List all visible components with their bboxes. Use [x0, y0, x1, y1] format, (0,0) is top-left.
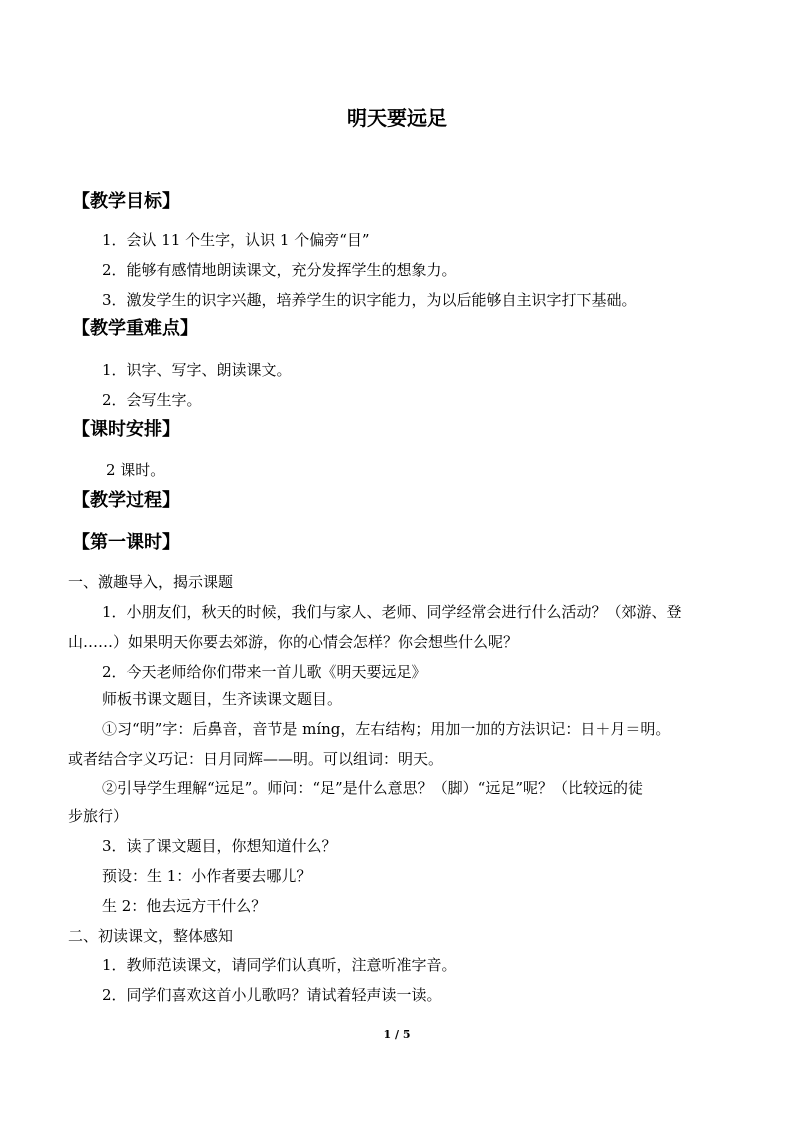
objective-item: 2．能够有感情地朗读课文，充分发挥学生的想象力。	[102, 261, 457, 279]
paragraph-line: 步旅行）	[68, 807, 129, 825]
document-title: 明天要远足	[347, 106, 447, 130]
heading-process: 【教学过程】	[72, 490, 180, 511]
heading-objectives: 【教学目标】	[72, 191, 180, 212]
section-title: 一、激趣导入，揭示课题	[68, 573, 234, 591]
paragraph-line: 生 2：他去远方干什么？	[102, 897, 267, 915]
paragraph-line: ②引导学生理解“远足”。师问：“足”是什么意思？（脚）“远足”呢？（比较远的徒	[102, 779, 644, 797]
paragraph-line: 3．读了课文题目，你想知道什么？	[102, 837, 337, 855]
key-point-item: 2．会写生字。	[102, 391, 202, 409]
paragraph-line: 或者结合字义巧记：日月同辉——明。可以组词：明天。	[68, 750, 444, 768]
paragraph-line: 预设：生 1：小作者要去哪儿？	[102, 867, 312, 885]
paragraph-line: ①习“明”字：后鼻音，音节是 míng，左右结构；用加一加的方法识记：日＋月＝明。	[102, 720, 671, 738]
objective-item: 3．激发学生的识字兴趣，培养学生的识字能力，为以后能够自主识字打下基础。	[102, 291, 637, 309]
objective-item: 1．会认 11 个生字，认识 1 个偏旁“目”	[102, 231, 370, 249]
heading-key-points: 【教学重难点】	[72, 318, 198, 339]
paragraph-line: 1．教师范读课文，请同学们认真听，注意听准字音。	[102, 956, 457, 974]
paragraph-line: 师板书课文题目，生齐读课文题目。	[102, 690, 343, 708]
key-point-item: 1．识字、写字、朗读课文。	[102, 361, 292, 379]
paragraph-line: 2．同学们喜欢这首小儿歌吗？请试着轻声读一读。	[102, 986, 442, 1004]
paragraph-line: 2．今天老师给你们带来一首儿歌《明天要远足》	[102, 663, 427, 681]
page-number: 1 / 5	[383, 1028, 411, 1041]
paragraph-line: 山……）如果明天你要去郊游，你的心情会怎样？你会想些什么呢？	[68, 633, 519, 651]
paragraph-line: 1．小朋友们，秋天的时候，我们与家人、老师、同学经常会进行什么活动？（郊游、登	[102, 603, 682, 621]
heading-first-lesson: 【第一课时】	[72, 532, 180, 553]
schedule-text: 2 课时。	[106, 461, 166, 479]
section-title: 二、初读课文，整体感知	[68, 927, 234, 945]
heading-schedule: 【课时安排】	[72, 419, 180, 440]
